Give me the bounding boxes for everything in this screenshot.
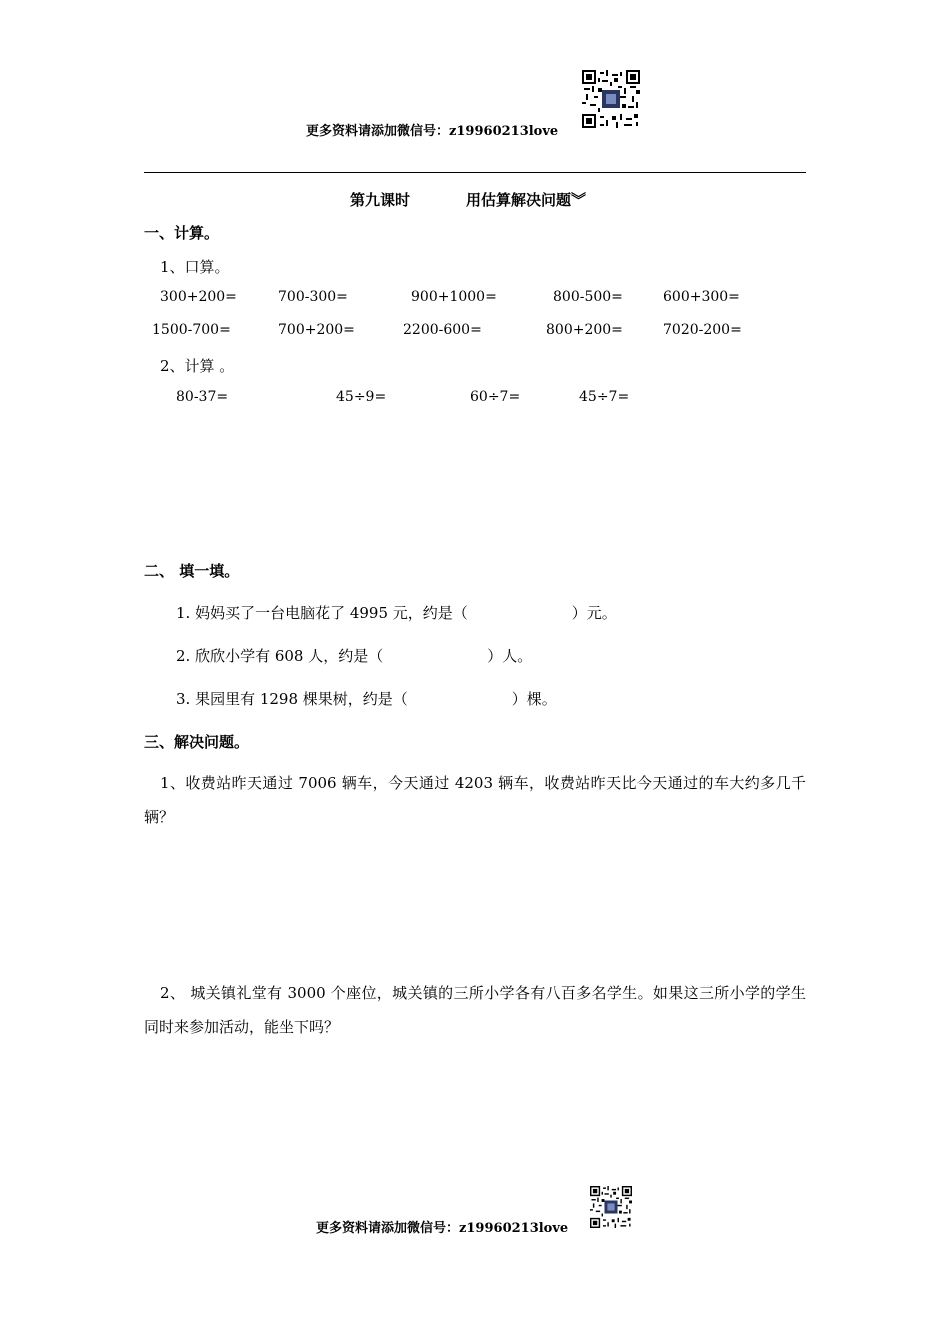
expr-1: 300+200=: [160, 289, 237, 305]
expr-14: 45÷7=: [579, 389, 630, 405]
expr-2: 700-300=: [278, 289, 348, 305]
lesson-label: 第九课时: [350, 191, 411, 209]
expr-9: 800+200=: [546, 322, 623, 338]
expr-5: 600+300=: [663, 289, 740, 305]
expr-8: 2200-600=: [403, 322, 482, 338]
section1-part1-label: 1、口算。: [160, 258, 230, 276]
problem-1: 1、收费站昨天通过 7006 辆车，今天通过 4203 辆车，收费站昨天比今天通过的车大约多几千辆？: [144, 774, 806, 826]
fill-item-2-text: 2. 欣欣小学有 608 人，约是（: [176, 647, 384, 665]
expr-13: 60÷7=: [470, 389, 521, 405]
section3-heading-text: 三、解决问题。: [144, 733, 250, 751]
expr-6: 1500-700=: [152, 322, 231, 338]
section3-heading: [144, 731, 249, 752]
fill-item-3-end: ）棵。: [511, 690, 557, 708]
expr-3: 900+1000=: [411, 289, 497, 305]
fill-item-1-text: 1. 妈妈买了一台电脑花了 4995 元，约是（: [176, 604, 468, 622]
fill-item-1: [176, 602, 617, 623]
problem-2: 2、 城关镇礼堂有 3000 个座位，城关镇的三所小学各有八百多名学生。如果这三所小学的学生同时来参加活动，能坐下吗？: [144, 984, 806, 1036]
header-divider: [144, 172, 806, 173]
header-qr-code: [582, 70, 640, 128]
section2-heading: 二、 填一填。: [144, 562, 240, 580]
fill-item-1-end: ）元。: [571, 604, 617, 622]
section1-heading: 一、计算。: [144, 224, 220, 242]
lesson-topic: 用估算解决问题︾: [466, 191, 587, 209]
fill-item-2-end: ）人。: [487, 647, 533, 665]
fill-item-3: [176, 688, 557, 709]
fill-item-2: [176, 645, 532, 666]
footer-qr-code: [590, 1186, 632, 1228]
expr-11: 80-37=: [176, 389, 229, 405]
expr-7: 700+200=: [278, 322, 355, 338]
header-contact: 更多资料请添加微信号：z19960213love: [306, 124, 559, 139]
section1-part2-label: 2、计算 。: [160, 357, 235, 375]
fill-item-3-text: 3. 果园里有 1298 棵果树，约是（: [176, 690, 408, 708]
expr-12: 45÷9=: [336, 389, 387, 405]
footer-contact: 更多资料请添加微信号：z19960213love: [316, 1221, 569, 1236]
expr-4: 800-500=: [553, 289, 623, 305]
expr-10: 7020-200=: [663, 322, 742, 338]
